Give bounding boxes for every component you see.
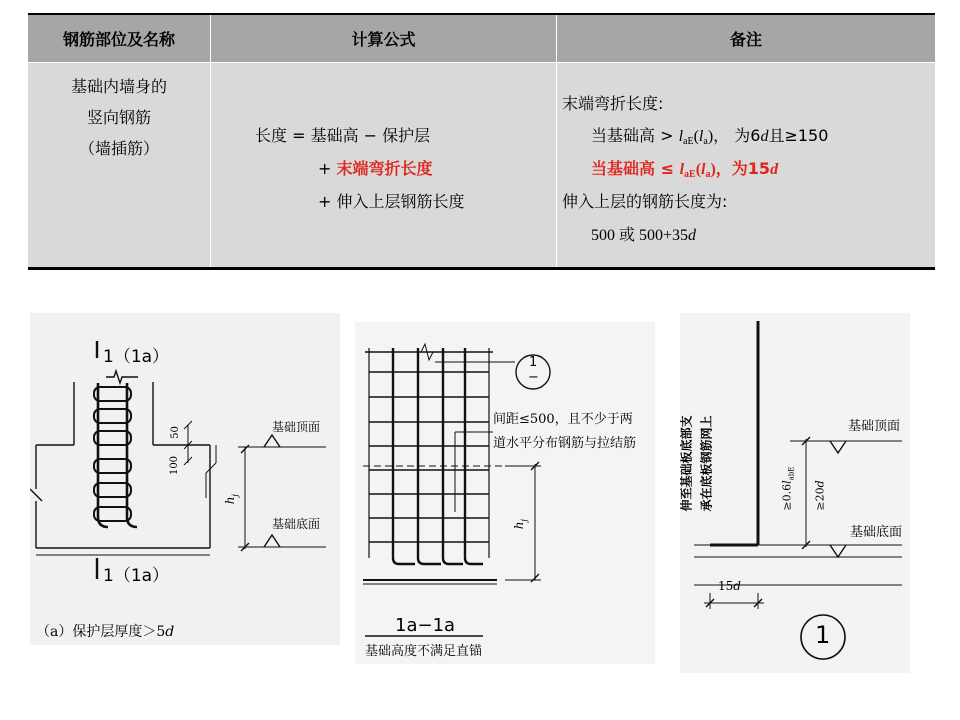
dim-20-d: d: [813, 480, 827, 488]
dim-hj-b-h: h: [511, 521, 526, 530]
note-paren-open: (: [693, 128, 699, 145]
note-paren-open-2: (: [695, 161, 702, 178]
note-vertical-2: 承在底板钢筋网上: [699, 415, 714, 512]
dim-15-d: d: [733, 579, 741, 593]
note-sub-aE: aE: [683, 136, 694, 147]
dim-20-text: ≥20: [813, 487, 827, 511]
note-line-2-a: 当基础高 >: [591, 126, 679, 145]
note-l-symbol-4: l: [701, 161, 706, 178]
part-line-3: （墙插筋）: [78, 139, 159, 158]
formula-bend-length: 末端弯折长度: [336, 159, 433, 178]
label-foundation-bottom-c: 基础底面: [850, 525, 903, 540]
note-d-symbol-2: d: [770, 161, 779, 178]
detail-b-drawing: [355, 322, 655, 664]
section-subtitle: 基础高度不满足直锚: [365, 644, 483, 659]
note-sub-aE-2: aE: [684, 169, 696, 180]
dim-20d-label: [814, 480, 827, 510]
header-part-name: 钢筋部位及名称: [28, 15, 210, 62]
section-mark-top: 1（1a）: [103, 347, 170, 367]
dim-hj-sub: j: [230, 494, 240, 497]
rebar-rule-table: [28, 13, 935, 270]
dim-50: 50: [169, 426, 181, 439]
note-paren-close-2: ): [710, 161, 716, 178]
caption-a-text: （a）保护层厚度＞5: [36, 624, 166, 640]
note-line-3-a: 当基础高 ≤: [591, 159, 680, 178]
detail-a-drawing: [30, 313, 340, 645]
note-line-5: [591, 222, 696, 245]
note-l-symbol-3: l: [679, 161, 685, 178]
dim-06-text: ≥0.6: [780, 483, 794, 511]
note-line-2-c: 且≥150: [768, 126, 829, 145]
note-paren-close: ): [707, 128, 714, 145]
note-line-5-a: 500 或 500+35: [591, 227, 689, 244]
caption-a-d: d: [165, 624, 175, 640]
header-divider: [28, 62, 935, 63]
dim-15d-label: [718, 579, 741, 593]
part-line-1: 基础内墙身的: [70, 77, 167, 96]
header-formula: 计算公式: [211, 15, 556, 62]
note-sub-a: a: [703, 136, 708, 147]
note-line-3-b: ，为15: [715, 159, 771, 178]
section-circle-dash: −: [528, 370, 539, 385]
table-bottom-rule: [28, 267, 935, 270]
cell-notes: [557, 63, 935, 267]
section-mark-bottom: 1（1a）: [103, 566, 170, 586]
dim-06-sub: abE: [787, 466, 796, 481]
detail-figure-a: [30, 313, 340, 645]
label-foundation-bottom: 基础底面: [272, 517, 321, 531]
dim-hj: [223, 494, 239, 504]
cell-part-name: [28, 63, 210, 267]
note-vertical-1: 伸至基础板底部支: [680, 415, 694, 512]
formula-line-2-prefix: +: [318, 159, 337, 178]
formula-line-2: [318, 156, 433, 179]
dim-hj-b: [512, 519, 528, 529]
dim-hj-h: h: [222, 496, 237, 505]
label-foundation-top-c: 基础顶面: [848, 419, 901, 434]
dim-15-text: 15: [718, 579, 734, 593]
section-circle-number: 1: [529, 355, 538, 370]
dim-06-l: l: [780, 480, 794, 484]
formula-line-1: 长度 = 基础高 − 保护层: [255, 126, 431, 145]
caption-a: [36, 621, 174, 641]
note-line-2: [591, 123, 828, 147]
note-line-1: 末端弯折长度:: [562, 94, 664, 113]
note-d-symbol: d: [760, 128, 769, 145]
note-line-4: 伸入上层的钢筋长度为:: [562, 192, 728, 211]
detail-figure-b: [355, 322, 655, 664]
dim-hj-b-sub: j: [519, 519, 529, 522]
note-d-symbol-3: d: [688, 227, 697, 244]
dim-100: 100: [169, 455, 181, 476]
formula-line-3: + 伸入上层钢筋长度: [318, 192, 465, 211]
section-title-1a: 1a−1a: [395, 615, 456, 636]
col-divider-1: [210, 15, 211, 267]
detail-figure-c: [680, 313, 910, 673]
note-l-symbol: l: [678, 128, 684, 145]
part-line-2: 竖向钢筋: [86, 108, 151, 127]
dim-06-label: [780, 467, 795, 511]
spacing-note-line-2: 道水平分布钢筋与拉结筋: [493, 436, 637, 451]
note-line-3: [591, 156, 778, 180]
note-sub-a-2: a: [705, 169, 711, 180]
label-foundation-top: 基础顶面: [272, 420, 321, 434]
note-line-2-b: ， 为6: [713, 126, 761, 145]
spacing-note-line-1: 间距≤500，且不少于两: [493, 412, 633, 427]
cell-formula: [211, 63, 556, 267]
note-l-symbol-2: l: [698, 128, 704, 145]
col-divider-2: [556, 15, 557, 267]
detail-circle-number: 1: [815, 621, 831, 649]
header-notes: 备注: [557, 15, 935, 62]
